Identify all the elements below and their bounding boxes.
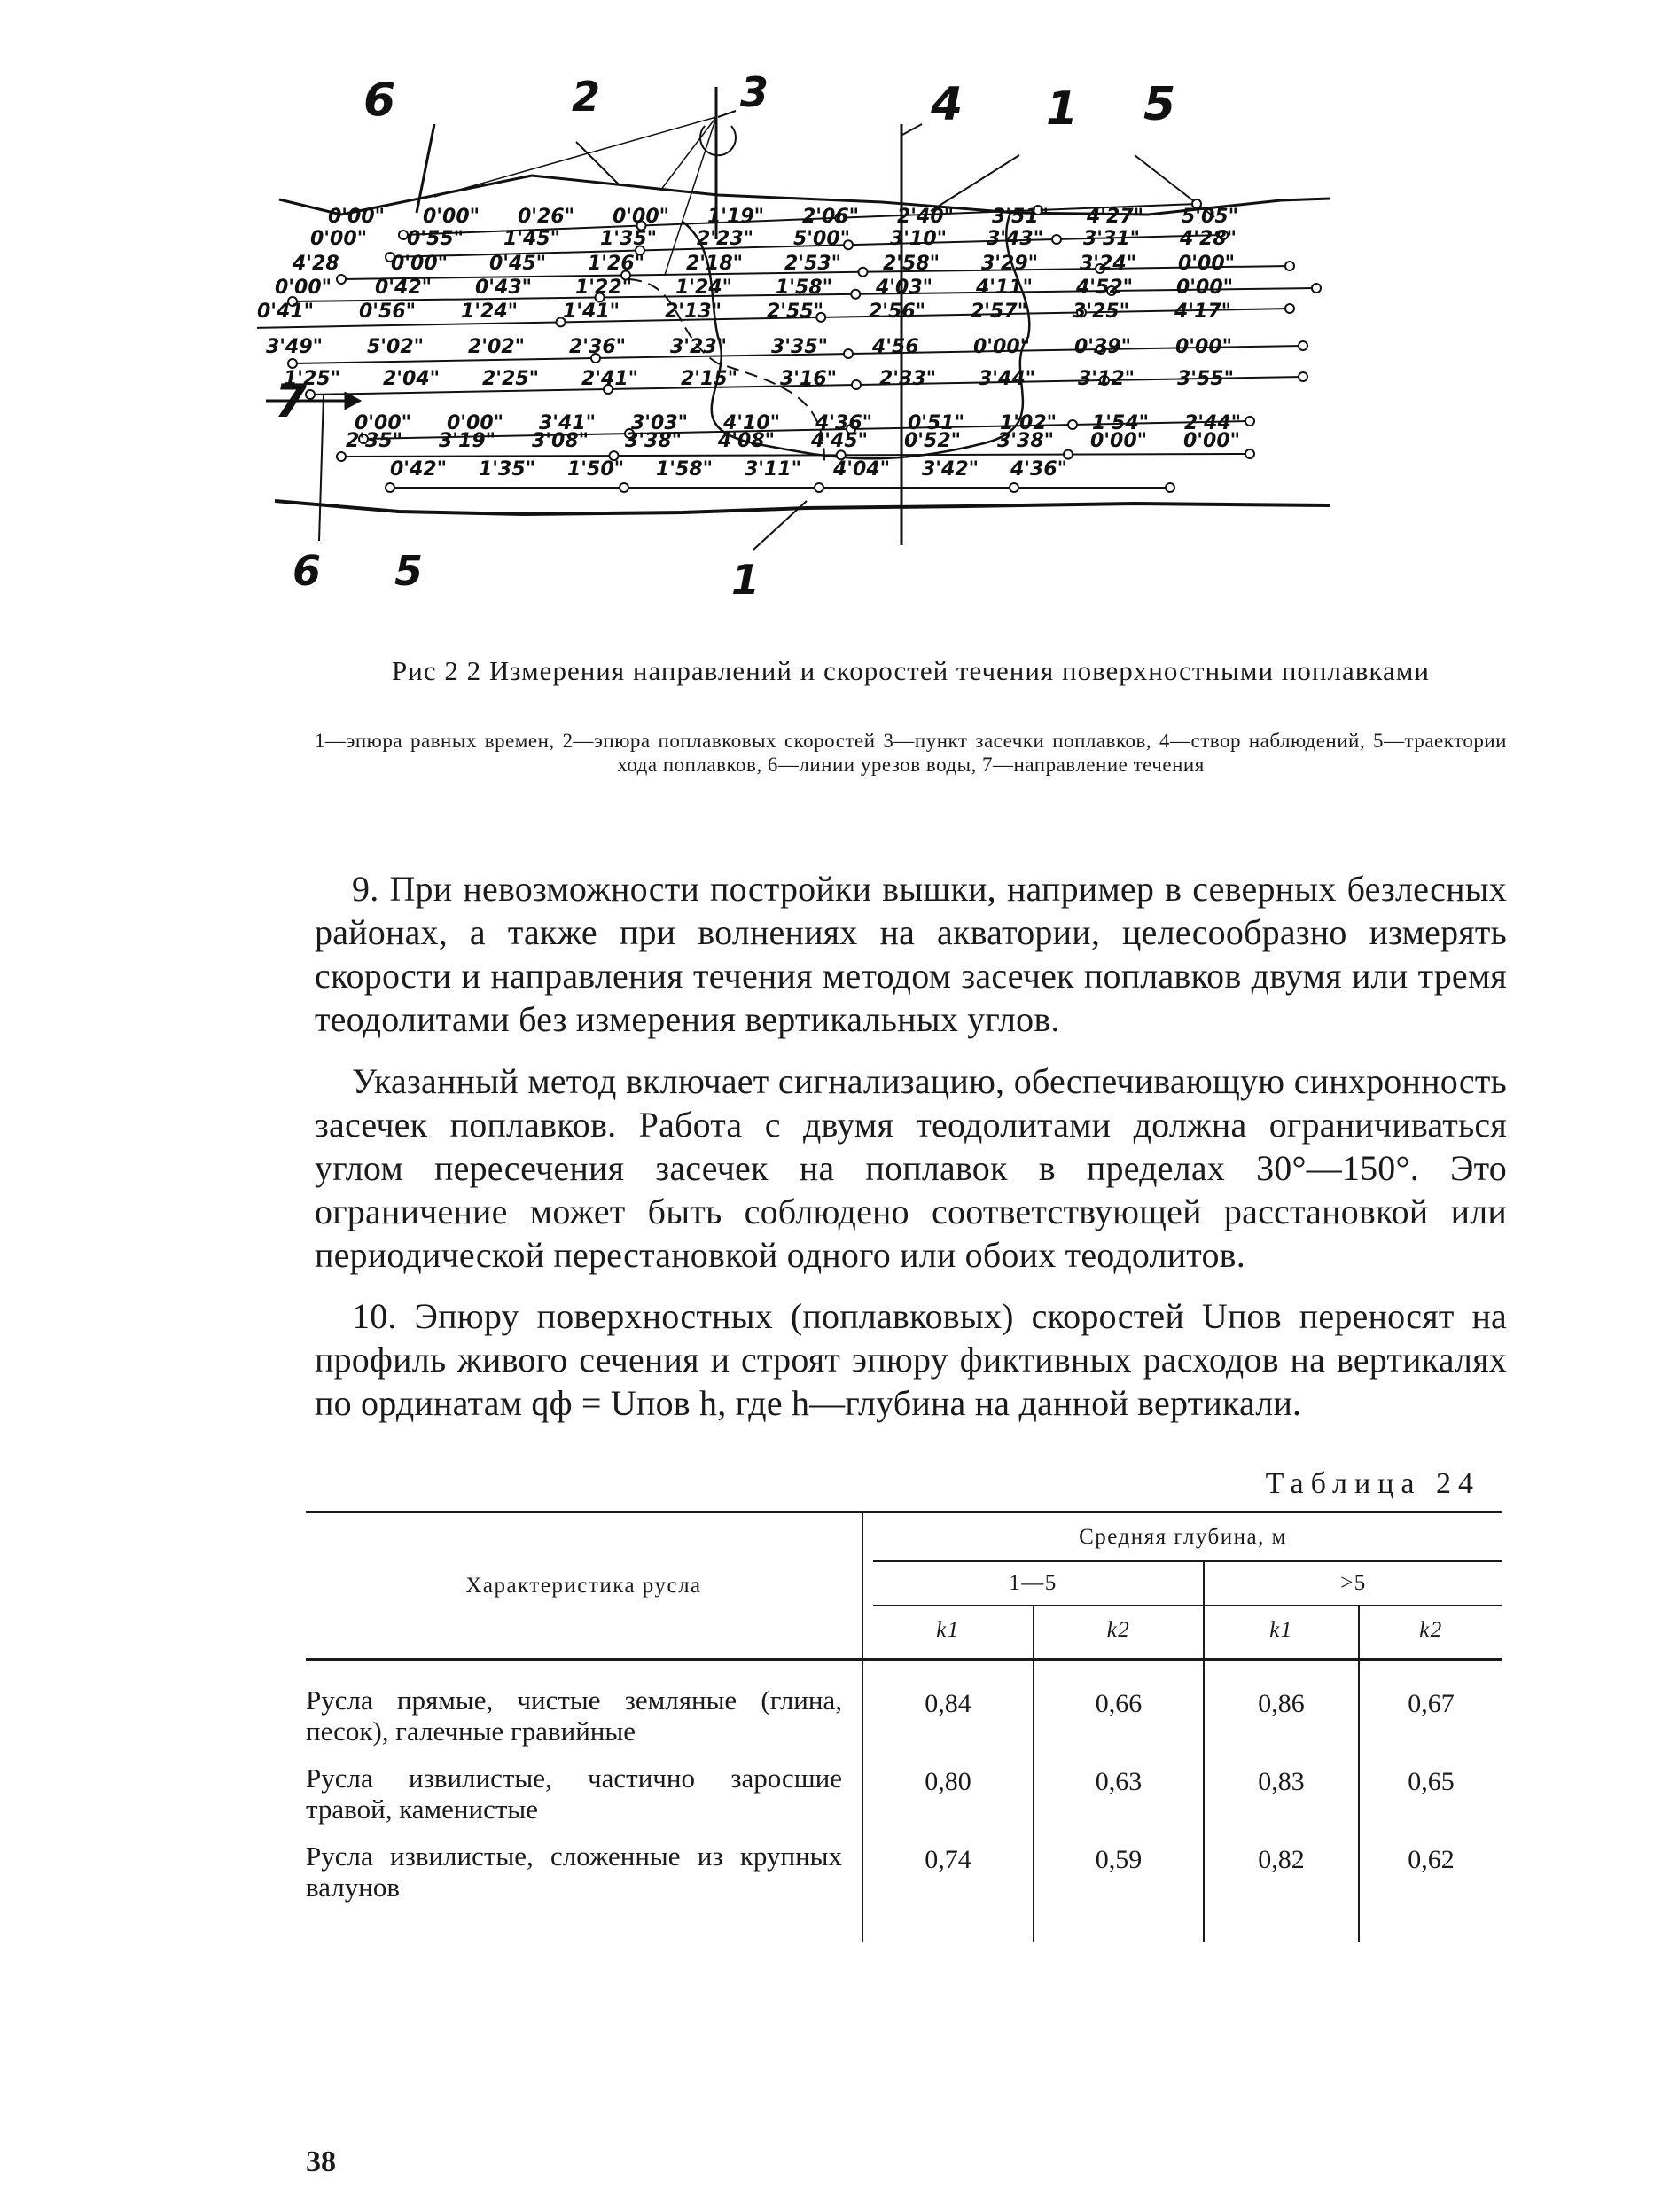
- float-point: [1299, 341, 1307, 350]
- time-label: 4'56: [872, 336, 919, 358]
- time-label: 2'55": [767, 301, 824, 323]
- float-point: [852, 380, 861, 389]
- row-1-k2-a: 0,66: [1095, 1689, 1143, 1718]
- row-2-k2-b: 0,65: [1408, 1767, 1455, 1796]
- row-3-label: Русла извилистые, сложенные из крупных валунов: [306, 1841, 842, 1903]
- time-label: 2'23": [697, 228, 754, 250]
- time-label: 0'00": [1183, 430, 1241, 452]
- float-point: [337, 452, 346, 461]
- header-k2-a: k2: [1106, 1618, 1131, 1642]
- time-label: 2'33": [879, 368, 937, 390]
- time-label: 0'51": [908, 412, 965, 434]
- time-label: 3'10": [890, 228, 948, 250]
- figure-callout: 5: [394, 547, 424, 595]
- time-label: 3'29": [981, 253, 1039, 275]
- time-label: 1'54": [1092, 412, 1150, 434]
- time-label: 3'38": [625, 430, 683, 452]
- figure-callout: 1: [1046, 82, 1079, 136]
- float-point: [1052, 235, 1061, 244]
- time-label: 2'18": [686, 253, 744, 275]
- row-3-k1-b: 0,82: [1258, 1845, 1305, 1874]
- time-label: 3'25": [1073, 301, 1130, 323]
- float-point: [386, 483, 394, 492]
- float-point: [1010, 483, 1018, 492]
- time-label: 1'19": [707, 206, 765, 228]
- time-label: 1'24": [461, 301, 519, 323]
- figure-callout: 7: [275, 375, 308, 428]
- time-label: 4'28: [293, 253, 339, 275]
- header-depth-1-5: 1—5: [1009, 1571, 1057, 1595]
- row-1-k2-b: 0,67: [1408, 1689, 1455, 1718]
- time-label: 3'16": [780, 368, 838, 390]
- time-label: 1'58": [776, 277, 833, 299]
- time-label: 1'58": [656, 458, 714, 481]
- time-label: 1'24": [675, 277, 733, 299]
- time-label: 0'00": [447, 412, 504, 434]
- figure-callout: 6: [293, 547, 322, 595]
- time-label: 2'15": [681, 368, 738, 390]
- time-label: 2'56": [869, 301, 926, 323]
- header-k1-b: k1: [1269, 1618, 1293, 1642]
- table-label: Таблица 24: [1265, 1467, 1480, 1500]
- time-label: 0'00": [1178, 253, 1236, 275]
- time-label: 1'41": [563, 301, 620, 323]
- time-label: 0'00": [613, 206, 670, 228]
- time-label: 0'00": [275, 277, 332, 299]
- time-label: 1'35": [479, 458, 536, 481]
- time-label: 4'45": [811, 430, 869, 452]
- float-diagram: [257, 71, 1560, 603]
- time-label: 4'27": [1087, 206, 1144, 228]
- time-label: 2'44": [1184, 412, 1242, 434]
- time-label: 3'11": [745, 458, 802, 481]
- time-label: 4'08": [718, 430, 776, 452]
- time-label: 2'40": [897, 206, 955, 228]
- figure-callout: 2: [572, 73, 601, 121]
- row-2-label: Русла извилистые, частично заросшие травой, каменистые: [306, 1763, 842, 1825]
- float-point: [815, 483, 823, 492]
- float-point: [1166, 483, 1174, 492]
- time-label: 3'43": [987, 228, 1044, 250]
- time-label: 2'58": [883, 253, 940, 275]
- float-trajectories-figure: [257, 71, 1560, 603]
- time-label: 2'25": [482, 368, 540, 390]
- header-characteristic: Характеристика русла: [465, 1574, 702, 1598]
- row-1-k1-a: 0,84: [925, 1689, 971, 1718]
- time-label: 3'08": [532, 430, 589, 452]
- figure-callout: 5: [1143, 78, 1176, 131]
- float-point: [337, 275, 346, 284]
- paragraph-10: 10. Эпюру поверхностных (поплавковых) скоростей Uпов переносят на профиль живого сечения и строят эпюру фиктивных расходов на вертикалях по ординатам qф = Uпов h, где h—глубина на данной вертикали.: [315, 1296, 1507, 1423]
- time-label: 3'24": [1080, 253, 1137, 275]
- paragraph-9: 9. При невозможности постройки вышки, например в северных безлесных районах, а также при волнениях на акватории, целесообразно измерять скорости и направления течения методом засечек поплавков двумя или тремя теодолитами без измерения вертикальных углов.: [315, 869, 1507, 1039]
- time-label: 3'49": [266, 336, 324, 358]
- float-point: [851, 290, 860, 299]
- time-label: 0'00": [355, 412, 412, 434]
- time-label: 2'57": [971, 301, 1028, 323]
- time-label: 3'41": [539, 412, 597, 434]
- time-label: 0'00": [973, 336, 1031, 358]
- row-1-k1-b: 0,86: [1258, 1689, 1305, 1718]
- time-label: 4'52": [1076, 277, 1134, 299]
- float-point: [620, 483, 628, 492]
- row-1-label: Русла прямые, чистые земляные (глина, песок), галечные гравийные: [306, 1684, 842, 1747]
- header-depth-gt5: >5: [1340, 1571, 1367, 1595]
- time-label: 1'22": [575, 277, 633, 299]
- paragraph-method: Указанный метод включает сигнализацию, обеспечивающую синхронность засечек поплавков. Работа с двумя теодолитами должна ограничиваться углом пересечения засечек на поплавок в пределах 30°—150°. Это ограничение может быть соблюдено соответствующей расстановкой или периодической перестановкой одного или обоих теодолитов.: [315, 1061, 1507, 1275]
- time-label: 2'41": [581, 368, 639, 390]
- time-label: 3'44": [979, 368, 1036, 390]
- time-label: 0'55": [407, 228, 464, 250]
- time-label: 0'26": [518, 206, 575, 228]
- time-label: 5'00": [793, 228, 851, 250]
- figure-callout: 6: [363, 74, 396, 127]
- float-point: [1245, 417, 1254, 426]
- time-label: 4'04": [833, 458, 891, 481]
- time-label: 0'00": [328, 206, 386, 228]
- time-label: 3'23": [670, 336, 728, 358]
- float-point: [859, 268, 868, 277]
- row-2-k1-b: 0,83: [1258, 1767, 1305, 1796]
- time-label: 4'17": [1174, 301, 1232, 323]
- float-point: [1312, 284, 1321, 293]
- row-2-k2-a: 0,63: [1095, 1767, 1143, 1796]
- time-label: 3'19": [439, 430, 496, 452]
- time-label: 4'36": [1010, 458, 1068, 481]
- time-label: 5'02": [367, 336, 425, 358]
- time-label: 0'39": [1074, 336, 1132, 358]
- figure-caption-legend: 1—эпюра равных времен, 2—эпюра поплавковых скоростей 3—пункт засечки поплавков, 4—створ наблюдений, 5—траектории хода поплавков, 6—линии урезов воды, 7—направление течения: [315, 730, 1507, 776]
- header-mean-depth: Средняя глубина, м: [1079, 1525, 1287, 1549]
- time-label: 0'00": [1175, 336, 1233, 358]
- time-label: 1'02": [1000, 412, 1057, 434]
- figure-callout: 1: [731, 556, 761, 603]
- time-label: 3'38": [997, 430, 1055, 452]
- time-label: 0'56": [359, 301, 417, 323]
- time-label: 5'05": [1182, 206, 1239, 228]
- time-label: 3'35": [771, 336, 829, 358]
- time-label: 2'04": [383, 368, 441, 390]
- time-label: 4'28": [1180, 228, 1237, 250]
- time-label: 3'31": [1083, 228, 1141, 250]
- time-label: 3'42": [922, 458, 979, 481]
- row-3-k2-b: 0,62: [1408, 1845, 1455, 1874]
- time-label: 4'10": [723, 412, 781, 434]
- time-label: 4'36": [815, 412, 873, 434]
- time-label: 2'35": [346, 430, 403, 452]
- row-2-k1-a: 0,80: [925, 1767, 971, 1796]
- time-label: 2'13": [665, 301, 722, 323]
- float-point: [844, 349, 853, 358]
- time-label: 0'41": [257, 301, 315, 323]
- time-label: 1'25": [284, 368, 341, 390]
- time-label: 0'00": [1176, 277, 1234, 299]
- time-label: 0'45": [489, 253, 547, 275]
- time-label: 1'26": [588, 253, 645, 275]
- float-point: [1068, 420, 1077, 429]
- figure-callout: 4: [931, 78, 964, 131]
- float-point: [306, 390, 315, 399]
- time-label: 2'36": [569, 336, 627, 358]
- time-label: 0'00": [423, 206, 480, 228]
- shoreline-bottom: [275, 501, 1330, 514]
- figure-caption-title: Рис 2 2 Измерения направлений и скоростей течения поверхностными поплавками: [392, 655, 1430, 686]
- time-label: 4'11": [976, 277, 1034, 299]
- time-label: 0'42": [375, 277, 433, 299]
- time-label: 4'03": [876, 277, 933, 299]
- figure-callout: 3: [740, 71, 769, 116]
- time-label: 3'55": [1177, 368, 1235, 390]
- time-label: 0'52": [904, 430, 962, 452]
- time-label: 2'06": [802, 206, 860, 228]
- time-label: 3'12": [1078, 368, 1135, 390]
- header-k1-a: k1: [936, 1618, 960, 1642]
- time-label: 1'50": [567, 458, 625, 481]
- float-trajectory: [341, 454, 1250, 457]
- time-label: 3'51": [992, 206, 1049, 228]
- row-3-k1-a: 0,74: [925, 1845, 971, 1874]
- float-point: [1245, 449, 1254, 458]
- time-label: 1'45": [503, 228, 561, 250]
- row-3-k2-a: 0,59: [1095, 1845, 1143, 1874]
- time-label: 0'00": [391, 253, 449, 275]
- float-point: [1299, 372, 1307, 381]
- float-point: [1285, 262, 1294, 270]
- time-label: 0'00": [310, 228, 368, 250]
- float-point: [288, 359, 297, 368]
- time-label: 2'53": [784, 253, 842, 275]
- time-label: 0'00": [1090, 430, 1148, 452]
- time-label: 0'43": [475, 277, 533, 299]
- time-label: 3'03": [631, 412, 689, 434]
- page-number: 38: [306, 2146, 336, 2178]
- header-k2-b: k2: [1419, 1618, 1443, 1642]
- float-point: [1285, 304, 1294, 313]
- time-label: 2'02": [468, 336, 526, 358]
- time-label: 0'42": [390, 458, 448, 481]
- time-label: 1'35": [600, 228, 658, 250]
